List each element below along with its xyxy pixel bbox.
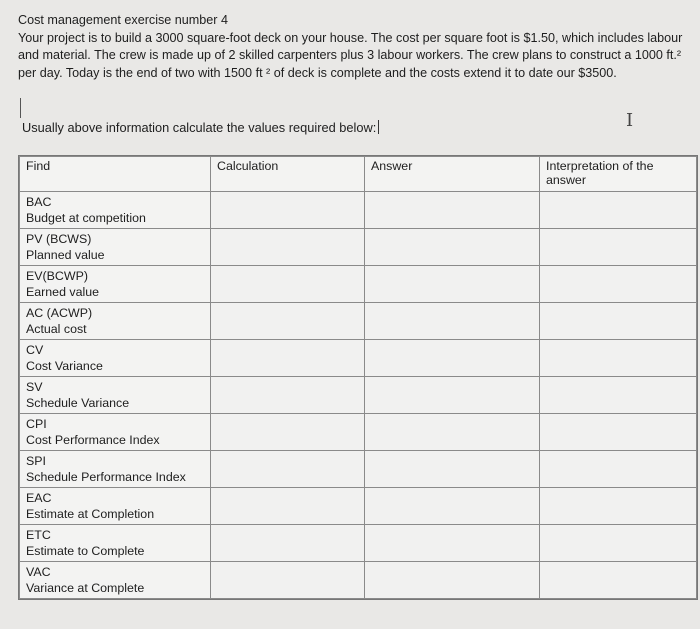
answer-cell[interactable] [365, 340, 540, 377]
header-answer: Answer [365, 157, 540, 192]
metric-description: Actual cost [26, 322, 87, 336]
interpretation-cell[interactable] [540, 525, 697, 562]
calculation-cell[interactable] [211, 377, 365, 414]
metric-description: Schedule Variance [26, 396, 130, 410]
answer-cell[interactable] [365, 266, 540, 303]
table-row [20, 525, 697, 562]
metric-description: Earned value [26, 285, 100, 299]
interpretation-cell[interactable] [540, 414, 697, 451]
question-text: Usually above information calculate the values required below: [22, 120, 377, 135]
answer-cell[interactable] [365, 229, 540, 266]
interpretation-cell[interactable] [540, 340, 697, 377]
answer-cell[interactable] [365, 303, 540, 340]
metric-description: Cost Performance Index [26, 433, 160, 447]
calculation-cell[interactable] [211, 192, 365, 229]
metric-abbreviation: AC (ACWP) [26, 306, 93, 320]
header-interpretation: Interpretation of the answer [540, 157, 697, 192]
header-find: Find [20, 157, 211, 192]
answer-cell[interactable] [365, 192, 540, 229]
table-row [20, 414, 697, 451]
metric-abbreviation: EV(BCWP) [26, 269, 88, 283]
answer-cell[interactable] [365, 488, 540, 525]
metric-description: Planned value [26, 248, 105, 262]
metric-description: Cost Variance [26, 359, 103, 373]
values-table-container [18, 155, 698, 600]
metric-description: Schedule Performance Index [26, 470, 186, 484]
table-row [20, 303, 697, 340]
table-row [20, 488, 697, 525]
answer-cell[interactable] [365, 562, 540, 599]
interpretation-cell[interactable] [540, 192, 697, 229]
interpretation-cell[interactable] [540, 377, 697, 414]
metric-abbreviation: CV [26, 343, 44, 357]
find-cell [20, 303, 211, 340]
text-mark [20, 98, 21, 118]
find-cell [20, 414, 211, 451]
calculation-cell[interactable] [211, 525, 365, 562]
calculation-cell[interactable] [211, 266, 365, 303]
metric-abbreviation: SPI [26, 454, 46, 468]
metric-abbreviation: SV [26, 380, 43, 394]
find-cell [20, 340, 211, 377]
find-cell [20, 525, 211, 562]
find-cell [20, 266, 211, 303]
metric-description: Estimate at Completion [26, 507, 155, 521]
metric-abbreviation: PV (BCWS) [26, 232, 92, 246]
table-row [20, 451, 697, 488]
ibeam-cursor-icon: I [626, 110, 634, 131]
answer-cell[interactable] [365, 451, 540, 488]
calculation-cell[interactable] [211, 414, 365, 451]
table-row [20, 192, 697, 229]
metric-abbreviation: ETC [26, 528, 51, 542]
find-cell [20, 488, 211, 525]
find-cell [20, 451, 211, 488]
calculation-cell[interactable] [211, 562, 365, 599]
metric-abbreviation: BAC [26, 195, 52, 209]
table-row [20, 229, 697, 266]
find-cell [20, 562, 211, 599]
question-line [22, 120, 379, 135]
calculation-cell[interactable] [211, 340, 365, 377]
metric-description: Budget at competition [26, 211, 146, 225]
exercise-intro [18, 12, 693, 82]
table-row [20, 562, 697, 599]
interpretation-cell[interactable] [540, 451, 697, 488]
calculation-cell[interactable] [211, 303, 365, 340]
calculation-cell[interactable] [211, 488, 365, 525]
calculation-cell[interactable] [211, 451, 365, 488]
table-row [20, 377, 697, 414]
text-cursor [378, 120, 379, 134]
interpretation-cell[interactable] [540, 488, 697, 525]
metric-abbreviation: EAC [26, 491, 52, 505]
metric-abbreviation: VAC [26, 565, 51, 579]
answer-cell[interactable] [365, 414, 540, 451]
exercise-paragraph: Your project is to build a 3000 square-foot deck on your house. The cost per square foot is $1.50, which includes labour and material. The crew is made up of 2 skilled carpenters plus 3 labour workers. The crew plans to construct a 1000 ft.² per day. Today is the end of two with 1500 ft ² of deck is complete and the costs extend it to date our $3500. [18, 30, 683, 80]
metric-abbreviation: CPI [26, 417, 47, 431]
metric-description: Variance at Complete [26, 581, 145, 595]
find-cell [20, 377, 211, 414]
interpretation-cell[interactable] [540, 266, 697, 303]
find-cell [20, 229, 211, 266]
table-header-row [20, 157, 697, 192]
header-calculation: Calculation [211, 157, 365, 192]
answer-cell[interactable] [365, 377, 540, 414]
table-row [20, 266, 697, 303]
interpretation-cell[interactable] [540, 562, 697, 599]
values-table [19, 156, 697, 599]
find-cell [20, 192, 211, 229]
answer-cell[interactable] [365, 525, 540, 562]
interpretation-cell[interactable] [540, 229, 697, 266]
interpretation-cell[interactable] [540, 303, 697, 340]
calculation-cell[interactable] [211, 229, 365, 266]
exercise-title: Cost management exercise number 4 [18, 13, 228, 27]
metric-description: Estimate to Complete [26, 544, 145, 558]
table-row [20, 340, 697, 377]
